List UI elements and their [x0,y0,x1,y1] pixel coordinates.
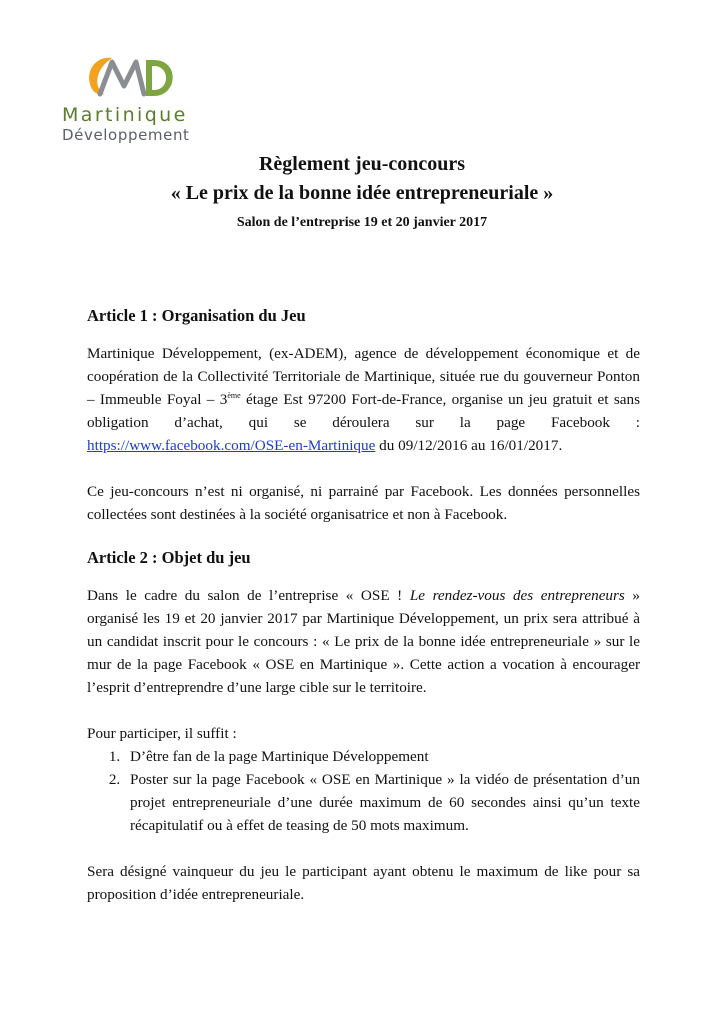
article2-paragraph-winner: Sera désigné vainqueur du jeu le participant ayant obtenu le maximum de like pour sa proposition d’idée entrepreneuriale. [87,863,640,903]
document-body [87,304,640,906]
article1-p1-text-a: Martinique Développement, (ex-ADEM), agence de développement économique et de coopération de la Collectivité Territoriale de Martinique, située rue du gouverneur Ponton – Immeuble Foyal – 3 [87,345,640,408]
logo-mark-icon [82,52,182,102]
document-subtitle: Salon de l’entreprise 19 et 20 janvier 2017 [236,215,488,230]
article1-p1-text-b: étage Est 97200 Fort-de-France, organise un jeu gratuit et sans obligation d’achat, qui se déroulera sur la page Facebook : [87,391,640,431]
participation-steps-list [87,745,640,837]
martinique-developpement-logo [62,52,192,148]
logo-text-developpement: Développement [62,126,190,144]
participation-step: 1. D’être fan de la page Martinique Développement [124,745,640,768]
article2-paragraph-participation-intro: Pour participer, il suffit : [87,725,237,742]
document-title: Règlement jeu-concours [258,153,466,175]
article2-heading: Article 2 : Objet du jeu [87,548,251,567]
title-block [0,150,724,234]
article2-p1-text-a: Dans le cadre du salon de l’entreprise « OSE ! [87,587,410,604]
article2-p1-italic: Le rendez-vous des entrepreneurs [409,587,625,604]
article1-heading: Article 1 : Organisation du Jeu [87,306,306,325]
article2-p1-text-b: » organisé les 19 et 20 janvier 2017 par Martinique Développement, un prix sera attribué à un candidat inscrit pour le concours : « Le prix de la bonne idée entrepreneuriale » sur le mur de la page Facebook « OSE en Martinique ». Cette action a vocation à encourager l’esprit d’entreprendre d’une large cible sur le territoire. [87,587,641,696]
participation-step: 2. Poster sur la page Facebook « OSE en Martinique » la vidéo de présentation d’un projet entrepreneuriale d’une durée maximum de 60 secondes ainsi qu’un texte récapitulatif ou à effet de teasing de 50 mots maximum. [124,768,640,837]
document-title-contest-name: « Le prix de la bonne idée entrepreneuriale » [170,182,554,204]
article1-paragraph-facebook-disclaimer: Ce jeu-concours n’est ni organisé, ni parrainé par Facebook. Les données personnelles collectées sont destinées à la société organisatrice et non à Facebook. [87,483,640,523]
facebook-page-link[interactable]: https://www.facebook.com/OSE-en-Martinique [87,437,376,454]
article1-p1-superscript: ème [227,391,241,400]
article2-paragraph-context [87,584,640,699]
logo-text-martinique: Martinique [62,104,188,126]
article1-paragraph-organisation [87,342,640,457]
article1-p1-text-c: du 09/12/2016 au 16/01/2017. [375,437,563,454]
